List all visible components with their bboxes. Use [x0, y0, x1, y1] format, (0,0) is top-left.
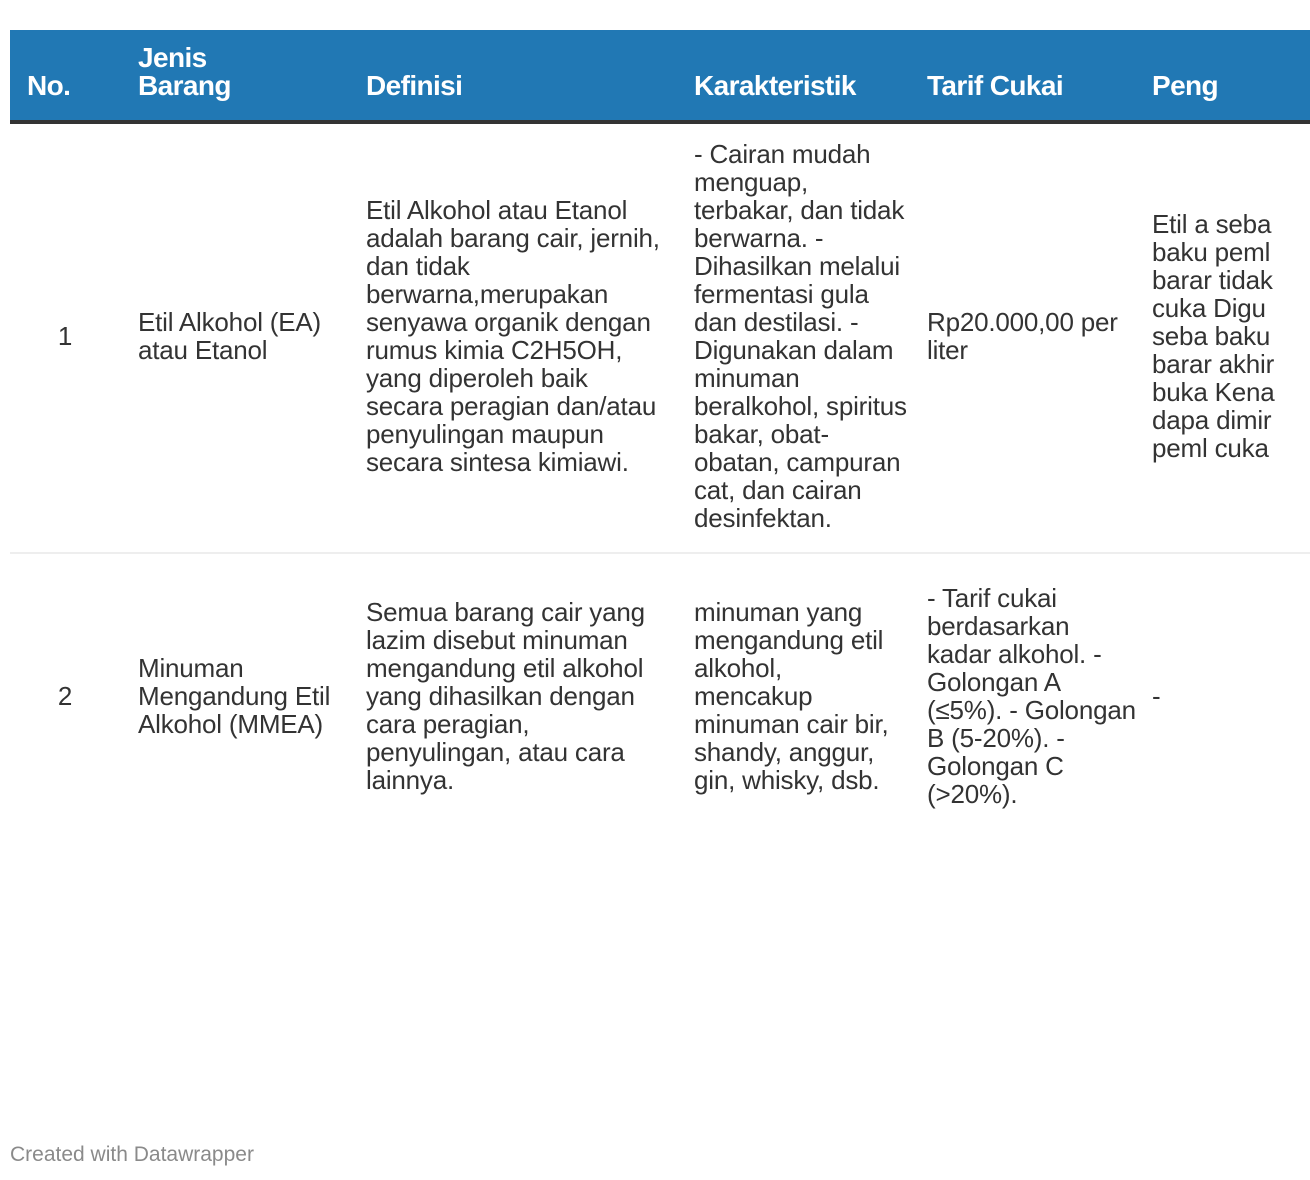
excise-table	[10, 30, 1310, 826]
cell-tarif-cukai: Rp20.000,00 per liter	[927, 122, 1152, 553]
cell-karakteristik: - Cairan mudah menguap, terbakar, dan tidak berwarna. - Dihasilkan melalui fermentasi gula dan destilasi. - Digunakan dalam minuman beralkohol, spiritus bakar, obat-obatan, campuran cat, dan cairan desinfektan.	[694, 122, 927, 553]
cell-jenis-barang: Minuman Mengandung Etil Alkohol (MMEA)	[138, 653, 331, 739]
column-header-no[interactable]: No.	[10, 30, 138, 122]
datawrapper-credit[interactable]: Created with Datawrapper	[10, 1143, 254, 1166]
cell-karakteristik: minuman yang mengandung etil alkohol, mencakup minuman cair bir, shandy, anggur, gin, whisky, dsb.	[694, 597, 889, 795]
cell-jenis-barang: Etil Alkohol (EA) atau Etanol	[138, 122, 366, 553]
header-row	[10, 30, 1310, 122]
column-header-jenis-barang[interactable]	[138, 30, 366, 122]
table-row	[10, 553, 1310, 826]
cell-tarif-cukai: - Tarif cukai berdasarkan kadar alkohol. - Golongan A (≤5%). - Golongan B (5-20%). - Golongan C (>20%).	[927, 583, 1136, 809]
cell-definisi: Etil Alkohol atau Etanol adalah barang cair, jernih, dan tidak berwarna,merupakan senyawa organik dengan rumus kimia C2H5OH, yang diperoleh baik secara peragian dan/atau penyulingan maupun secara sintesa kimiawi.	[366, 122, 694, 553]
table-container	[10, 30, 1275, 826]
column-header-jenis-barang-label: Jenis Barang	[138, 42, 231, 101]
column-header-tarif-cukai[interactable]: Tarif Cukai	[927, 30, 1152, 122]
cell-definisi: Semua barang cair yang lazim disebut minuman mengandung etil alkohol yang dihasilkan dengan cara peragian, penyulingan, atau cara lainnya.	[366, 597, 645, 795]
cell-truncated: -	[1152, 681, 1161, 711]
cell-truncated: Etil a seba baku peml barar tidak cuka Digu seba baku barar akhir buka Kena dapa dimir peml cuka	[1152, 122, 1310, 553]
cell-no: 1	[10, 122, 138, 553]
table-row	[10, 122, 1310, 553]
column-header-definisi[interactable]: Definisi	[366, 30, 694, 122]
column-header-truncated[interactable]: Peng	[1152, 30, 1310, 122]
cell-no: 2	[57, 681, 73, 711]
column-header-karakteristik[interactable]: Karakteristik	[694, 30, 927, 122]
